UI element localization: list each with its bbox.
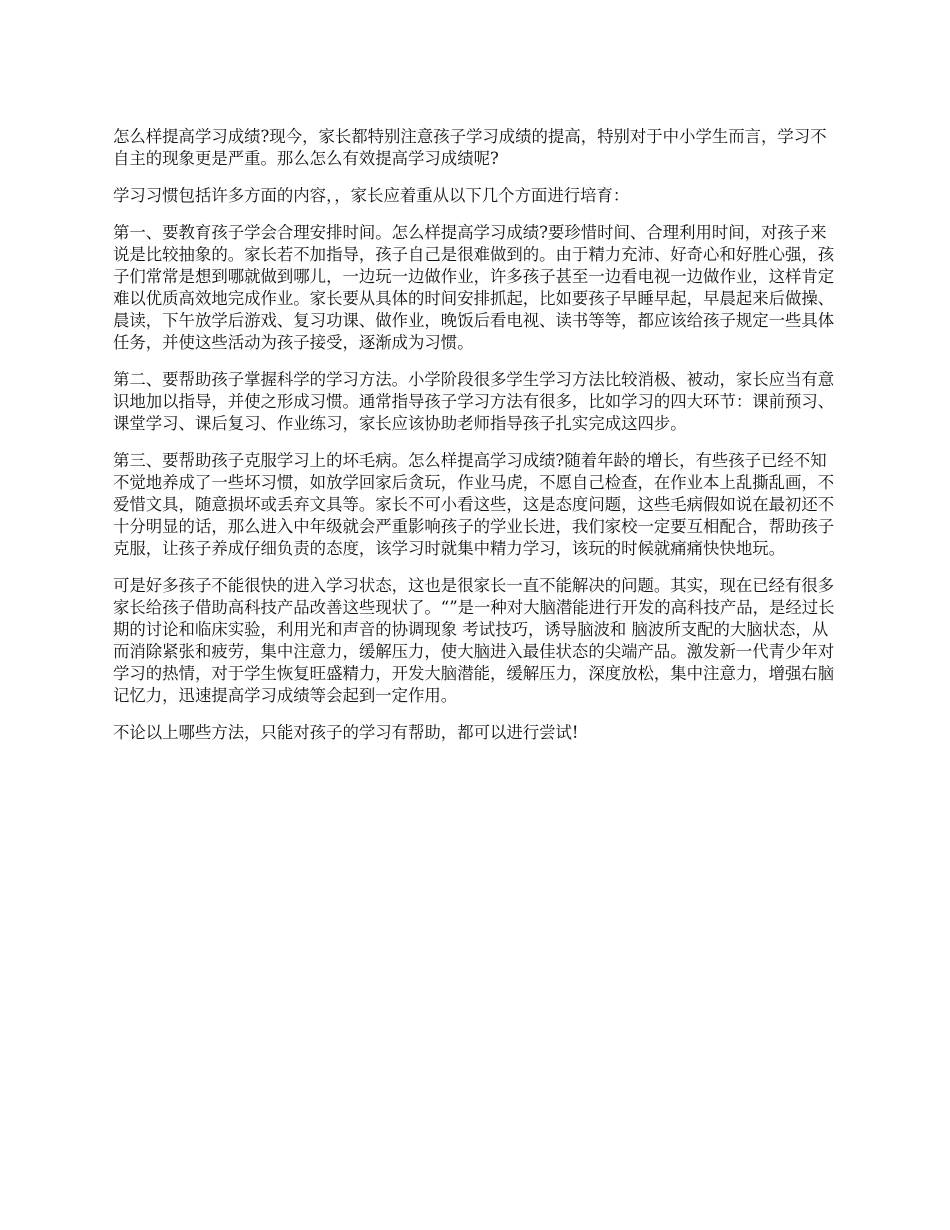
paragraph-second-point: 第二、要帮助孩子掌握科学的学习方法。小学阶段很多学生学习方法比较消极、被动，家长应当有意识地加以指导，并使之形成习惯。通常指导孩子学习方法有很多，比如学习的四大环节：课前预习、课堂学习、课后复习、作业练习，家长应该协助老师指导孩子扎实完成这四步。 xyxy=(113,370,835,433)
paragraph-conclusion: 不论以上哪些方法，只能对孩子的学习有帮助，都可以进行尝试! xyxy=(113,723,579,742)
paragraph-third-point: 第三、要帮助孩子克服学习上的坏毛病。怎么样提高学习成绩?随着年龄的增长，有些孩子已经不知不觉地养成了一些坏习惯，如放学回家后贪玩，作业马虎，不愿自己检查，在作业本上乱撕乱画，不爱惜文具，随意损坏或丢弃文具等。家长不可小看这些，这是态度问题，这些毛病假如说在最初还不十分明显的话，那么进入中年级就会严重影响孩子的学业长进，我们家校一定要互相配合，帮助孩子克服，让孩子养成仔细负责的态度，该学习时就集中精力学习，该玩的时候就痛痛快快地玩。 xyxy=(113,451,835,558)
paragraph-technology: 可是好多孩子不能很快的进入学习状态，这也是很家长一直不能解决的问题。其实，现在已经有很多家长给孩子借助高科技产品改善这些现状了。“”是一种对大脑潜能进行开发的高科技产品，是经过长期的讨论和临床实验，利用光和声音的协调现象 考试技巧，诱导脑波和 脑波所支配的大脑状态，从而消除紧张和疲劳，集中注意力，缓解压力，使大脑进入最佳状态的尖端产品。激发新一代青少年对学习的热情，对于学生恢复旺盛精力，开发大脑潜能，缓解压力，深度放松，集中注意力，增强右脑记忆力，迅速提高学习成绩等会起到一定作用。 xyxy=(113,576,835,705)
paragraph-first-point: 第一、要教育孩子学会合理安排时间。怎么样提高学习成绩?要珍惜时间、合理利用时间，对孩子来说是比较抽象的。家长若不加指导，孩子自己是很难做到的。由于精力充沛、好奇心和好胜心强，孩子们常常是想到哪就做到哪儿，一边玩一边做作业，许多孩子甚至一边看电视一边做作业，这样肯定难以优质高效地完成作业。家长要从具体的时间安排抓起，比如要孩子早睡早起，早晨起来后做操、晨读，下午放学后游戏、复习功课、做作业，晚饭后看电视、读书等等，都应该给孩子规定一些具体任务，并使这些活动为孩子接受，逐渐成为习惯。 xyxy=(113,223,835,352)
document-body xyxy=(113,126,839,759)
paragraph-intro: 怎么样提高学习成绩?现今，家长都特别注意孩子学习成绩的提高，特别对于中小学生而言，学习不自主的现象更是严重。那么怎么有效提高学习成绩呢? xyxy=(113,127,827,168)
paragraph-habits: 学习习惯包括许多方面的内容，，家长应着重从以下几个方面进行培育： xyxy=(113,186,630,205)
